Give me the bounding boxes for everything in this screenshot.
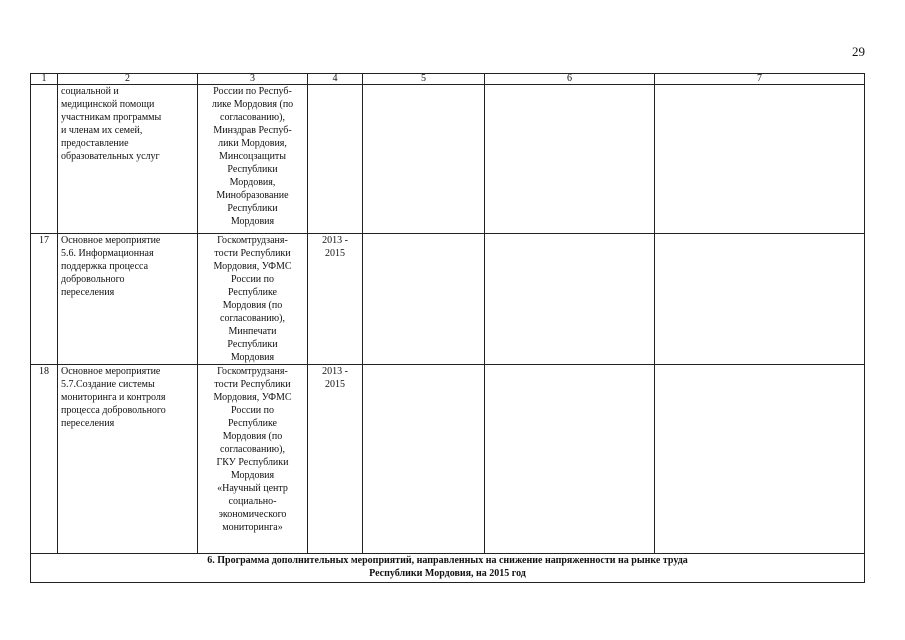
program-events-table bbox=[30, 73, 865, 583]
column-7-cell bbox=[655, 85, 865, 234]
column-number-6: 6 bbox=[485, 74, 655, 85]
column-number-4: 4 bbox=[308, 74, 363, 85]
event-name-cell: социальной и медицинской помощи участникам программы и членам их семей, предоставление образовательных услуг bbox=[58, 85, 198, 234]
column-5-cell bbox=[363, 365, 485, 554]
section-title: 6. Программа дополнительных мероприятий, направленных на снижение напряженности на рынке труда Республики Мордовия, на 2015 год bbox=[31, 554, 865, 583]
table-row bbox=[31, 365, 865, 554]
table-row bbox=[31, 234, 865, 365]
row-number-cell bbox=[31, 85, 58, 234]
period-cell: 2013 - 2015 bbox=[308, 234, 363, 365]
column-number-5: 5 bbox=[363, 74, 485, 85]
column-5-cell bbox=[363, 234, 485, 365]
column-number-7: 7 bbox=[655, 74, 865, 85]
column-6-cell bbox=[485, 365, 655, 554]
column-number-row bbox=[31, 74, 865, 85]
section-heading-row bbox=[31, 554, 865, 583]
column-7-cell bbox=[655, 234, 865, 365]
event-name-cell: Основное мероприятие 5.7.Создание системы мониторинга и контроля процесса добровольного переселения bbox=[58, 365, 198, 554]
executor-cell: Госкомтрудзаня- тости Республики Мордовия, УФМС России по Республике Мордовия (по согласованию), Минпечати Республики Мордовия bbox=[198, 234, 308, 365]
column-number-3: 3 bbox=[198, 74, 308, 85]
column-number-2: 2 bbox=[58, 74, 198, 85]
executor-cell: Госкомтрудзаня- тости Республики Мордовия, УФМС России по Республике Мордовия (по согласованию), ГКУ Республики Мордовия «Научный центр социально- экономического мониторинга» bbox=[198, 365, 308, 554]
row-number-cell: 17 bbox=[31, 234, 58, 365]
column-number-1: 1 bbox=[31, 74, 58, 85]
column-5-cell bbox=[363, 85, 485, 234]
row-number-cell: 18 bbox=[31, 365, 58, 554]
period-cell bbox=[308, 85, 363, 234]
column-6-cell bbox=[485, 85, 655, 234]
executor-cell: России по Респуб- лике Мордовия (по согласованию), Минздрав Респуб- лики Мордовия, Минсоцзащиты Республики Мордовия, Минобразование Республики Мордовия bbox=[198, 85, 308, 234]
table-row bbox=[31, 85, 865, 234]
period-cell: 2013 - 2015 bbox=[308, 365, 363, 554]
page-number: 29 bbox=[852, 44, 865, 59]
column-6-cell bbox=[485, 234, 655, 365]
column-7-cell bbox=[655, 365, 865, 554]
event-name-cell: Основное мероприятие 5.6. Информационная поддержка процесса добровольного переселения bbox=[58, 234, 198, 365]
